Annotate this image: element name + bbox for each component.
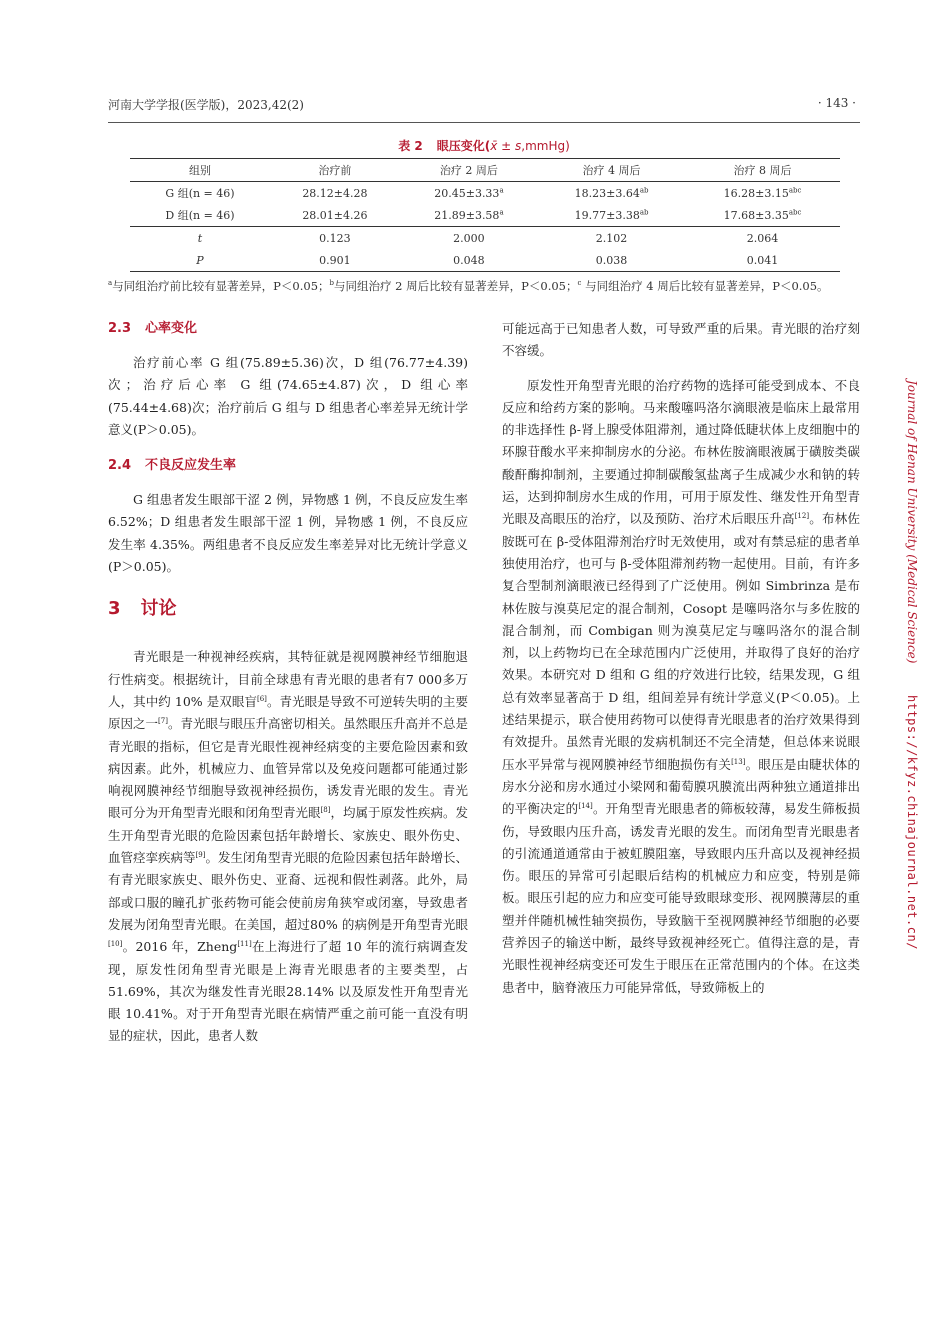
running-header — [108, 96, 860, 118]
col-header-4w: 治疗 4 周后 — [538, 159, 685, 182]
cell-t-2w: 2.000 — [400, 227, 538, 250]
cell-g-8w: 16.28±3.15$^{abc}$ — [723, 185, 802, 200]
table-title-units: ,mmHg) — [521, 139, 570, 153]
cell-p-4w: 0.038 — [538, 249, 685, 272]
row-label-g: G 组(n = 46) — [165, 187, 235, 200]
table-row-d — [130, 204, 840, 227]
left-column — [108, 318, 468, 1048]
cell-p-2w: 0.048 — [400, 249, 538, 272]
cell-g-2w: 20.45±3.33$^a$ — [434, 185, 504, 200]
cell-p-before: 0.901 — [270, 249, 400, 272]
cell-d-4w: 19.77±3.38$^{ab}$ — [574, 207, 649, 222]
col-header-8w: 治疗 8 周后 — [685, 159, 840, 182]
col-header-2w: 治疗 2 周后 — [400, 159, 538, 182]
cell-g-4w: 18.23±3.64$^{ab}$ — [574, 185, 649, 200]
side-journal-url[interactable]: https://kfyz.chinajournal.net.cn/ — [905, 695, 919, 950]
section-2-4-heading: 2.4 不良反应发生率 — [108, 458, 237, 474]
side-margin — [905, 380, 923, 1260]
iop-table — [130, 158, 840, 272]
header-rule — [108, 122, 860, 123]
cell-p-8w: 0.041 — [685, 249, 840, 272]
cell-g-before: 28.12±4.28 — [302, 186, 368, 200]
discussion-paragraph-1-continued: 可能远高于已知患者人数，可导致严重的后果。青光眼的治疗刻不容缓。 — [502, 321, 860, 359]
discussion-paragraph-1: 青光眼是一种视神经疾病，其特征就是视网膜神经节细胞退行性病变。根据统计，目前全球患有青光眼的患者有7 000多万人，其中约 10% 是双眼盲[6]。青光眼是导致不可逆转失明的主要原因之一[7]。青光眼与眼压升高密切相关。虽然眼压升高并不总是青光眼的指标，但它是青光眼性视神经病变的主要危险因素和致病因素。此外，机械应力、血管异常以及免疫问题都可能通过影响视网膜神经节细胞导致视神经损伤，诱发青光眼的发生。青光眼可分为开角型青光眼和闭角型青光眼[8]，均属于原发性疾病。发生开角型青光眼的危险因素包括年龄增长、家族史、眼外伤史、血管痉挛疾病等[9]。发生闭角型青光眼的危险因素包括年龄增长、有青光眼家族史、眼外伤史、亚裔、远视和假性剥落。此外，局部或口服的瞳孔扩张药物可能会使前房角狭窄或闭塞，导致患者发展为闭角型青光眼。在美国，超过80% 的病例是开角型青光眼[10]。2016 年，Zheng[11]在上海进行了超 10 年的流行病调查发现，原发性闭角型青光眼是上海青光眼患者的主要类型，占51.69%，其次为继发性青光眼28.14% 以及原发性开角型青光眼 10.41%。对于开角型青光眼在病情严重之前可能一直没有明显的症状，因此，患者人数 — [108, 649, 468, 1044]
section-2-3-paragraph: 治疗前心率 G 组(75.89±5.36)次，D 组(76.77±4.39)次；治疗后心率 G 组(74.65±4.87)次，D 组心率(75.44±4.68)次；治疗前后 G 组与 D 组患者心率差异无统计学意义(P＞0.05)。 — [108, 355, 468, 437]
table-row-t — [130, 227, 840, 250]
table-row-g — [130, 182, 840, 205]
right-column — [502, 318, 860, 999]
cell-d-before: 28.01±4.26 — [302, 208, 368, 222]
cell-t-before: 0.123 — [270, 227, 400, 250]
table-title-stat: x̄ ± s — [490, 139, 522, 153]
section-2-3-heading: 2.3 心率变化 — [108, 321, 198, 336]
row-label-d: D 组(n = 46) — [165, 209, 235, 222]
table-header-row — [130, 159, 840, 182]
discussion-paragraph-2: 原发性开角型青光眼的治疗药物的选择可能受到成本、不良反应和给药方案的影响。马来酸噻吗洛尔滴眼液是临床上最常用的非选择性 β-肾上腺受体阻滞剂，通过降低睫状体上皮细胞中的环腺苷酸水平来抑制房水的分泌。布林佐胺滴眼液属于磺胺类碳酸酐酶抑制剂，主要通过抑制碳酸氢盐离子生成减少水和钠的转运，达到抑制房水生成的作用，可用于原发性、继发性开角型青光眼及高眼压的治疗，以及预防、治疗术后眼压升高[12]。布林佐胺既可在 β-受体阻滞剂治疗时无效使用，或对有禁忌症的患者单独使用治疗，也可与 β-受体阻滞剂药物一起使用。目前，有许多复合型制剂滴眼液已经得到了广泛使用。例如 Simbrinza 是布林佐胺与溴莫尼定的混合制剂，Cosopt 是噻吗洛尔与多佐胺的混合制剂，而 Combigan 则为溴莫尼定与噻吗洛尔的混合制剂，以上药物均已在全球范围内广泛使用，并取得了良好的治疗效果。本研究对 D 组和 G 组的疗效进行比较，结果发现，G 组总有效率显著高于 D 组，组间差异有统计学意义(P＜0.05)。上述结果提示，联合使用药物可以使得青光眼患者的治疗效果得到有效提升。虽然青光眼的发病机制还不完全清楚，但总体来说眼压水平异常与视网膜神经节细胞损伤有关[13]。眼压是由睫状体的房水分泌和房水通过小梁网和葡萄膜巩膜流出两种独立通道排出的平衡决定的[14]。开角型青光眼患者的筛板较薄，易发生筛板损伤，导致眼内压升高，诱发青光眼的发生。而闭角型青光眼患者的引流通道通常由于被虹膜阻塞，导致眼内压升高以及视神经损伤。眼压的异常可引起眼后结构的机械应力和应变，特别是筛板。眼压引起的应力和应变可能导致眼球变形、视网膜薄层的重塑并伴随机械性轴突损伤，导致脑干至视网膜神经节细胞的必要营养因子的输送中断，最终导致视神经死亡。值得注意的是，青光眼性视神经病变还可发生于眼压在正常范围内的个体。在这类患者中，脑脊液压力可能异常低，导致筛板上的 — [502, 377, 860, 995]
row-label-t: t — [130, 227, 270, 250]
col-header-before: 治疗前 — [270, 159, 400, 182]
side-journal-title: Journal of Henan University (Medical Science) — [905, 380, 919, 664]
table-row-p — [130, 249, 840, 272]
cell-d-2w: 21.89±3.58$^a$ — [434, 207, 504, 222]
cell-t-4w: 2.102 — [538, 227, 685, 250]
table-caption — [108, 137, 860, 154]
cell-d-8w: 17.68±3.35$^{abc}$ — [723, 207, 802, 222]
table-label: 表 2 — [398, 139, 423, 153]
row-label-p: P — [130, 249, 270, 272]
journal-name: 河南大学学报(医学版)，2023,42(2) — [108, 98, 304, 112]
col-header-group: 组别 — [130, 159, 270, 182]
table-title: 眼压变化( — [436, 139, 491, 153]
page-number: · 143 · — [817, 96, 856, 110]
section-2-4-paragraph: G 组患者发生眼部干涩 2 例，异物感 1 例，不良反应发生率 6.52%；D 组患者发生眼部干涩 1 例，异物感 1 例，不良反应发生率 4.35%。两组患者不良反应发生率差异对比无统计学意义(P＞0.05)。 — [108, 492, 468, 575]
table-note: $^a$与同组治疗前比较有显著差异，P＜0.05；$^b$与同组治疗 2 周后比较有显著差异，P＜0.05；$^c$ 与同组治疗 4 周后比较有显著差异，P＜0.05。 — [108, 279, 829, 293]
section-3-heading: 3 讨论 — [108, 598, 177, 620]
cell-t-8w: 2.064 — [685, 227, 840, 250]
